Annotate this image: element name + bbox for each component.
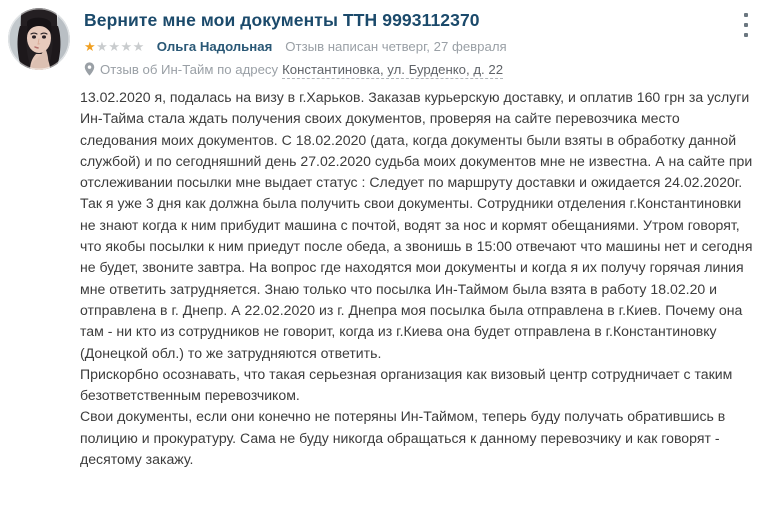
- star-icon: ★: [120, 39, 133, 54]
- review-paragraph: 13.02.2020 я, подалась на визу в г.Харьков. Заказав курьерскую доставку, и оплатив 160 грн за услуги Ин-Тайма стала ждать получения своих документов, проверяя на сайте перевозчика место следования моих документов. С 18.02.2020 (дата, когда документы были взяты в обработку данной службой) и по сегодняшний день 27.02.2020 судьба моих документов мне не известна. А на сайте при отслеживании посылки мне выдает статус : Следует по маршруту доставки и ожидается 24.02.2020г. Так я уже 3 дня как должна была получить свои документы. Сотрудники отделения г.Константиновки не знают когда к ним прибудит машина с почтой, водят за нос и кормят обещаниями. Утром говорят, что якобы посылки к ним приедут после обеда, а звонишь в 15:00 отвечают что машины нет и сегодня не будет, звоните завтра. На вопрос где находятся мои документы и когда я их получу горячая линия мне ответить затрудняется. Знаю только что посылка Ин-Таймом была взята в работу 18.02.20 и отправлена в г. Днепр. А 22.02.2020 из г. Днепра моя посылка была отправлена в г.Киев. Почему она там - ни кто из сотрудников не говорит, когда из г.Киева она будет отправлена в г.Константиновку (Донецкой обл.) то же затрудняются ответить.: [80, 89, 753, 361]
- star-rating: [84, 40, 145, 53]
- kebab-dot: [744, 23, 748, 27]
- review-paragraph: Свои документы, если они конечно не потеряны Ин-Таймом, теперь буду получать обратившись в полицию и прокуратуру. Сама не буду никогда обращаться к данному перевозчику и как говорят - десятому закажу.: [80, 408, 726, 468]
- star-icon: ★: [132, 39, 145, 54]
- review-place-address-link[interactable]: Константиновка, ул. Бурденко, д. 22: [282, 62, 504, 77]
- avatar: [8, 8, 70, 70]
- review-header: [0, 0, 766, 84]
- more-options-icon[interactable]: [737, 12, 755, 38]
- review-header-main: [84, 9, 726, 78]
- review-meta-row: [84, 38, 726, 55]
- review-date: Отзыв написан четверг, 27 февраля: [285, 39, 507, 54]
- review-body: [0, 84, 766, 470]
- kebab-dot: [744, 33, 748, 37]
- review-author[interactable]: Ольга Надольная: [156, 39, 273, 54]
- review-title: Верните мне мои документы ТТН 9993112370: [84, 10, 480, 30]
- star-icon: ★: [96, 39, 108, 54]
- review-place-prefix: Отзыв об Ин-Тайм по адресу: [100, 62, 279, 77]
- kebab-dot: [744, 13, 748, 17]
- location-pin-icon: [84, 62, 95, 76]
- star-icon: ★: [84, 39, 96, 54]
- review-place-row: [84, 60, 726, 78]
- review-paragraph: Прискорбно осознавать, что такая серьезная организация как визовый центр сотрудничает с таким безответственным перевозчиком.: [80, 365, 733, 404]
- star-icon: ★: [108, 39, 120, 54]
